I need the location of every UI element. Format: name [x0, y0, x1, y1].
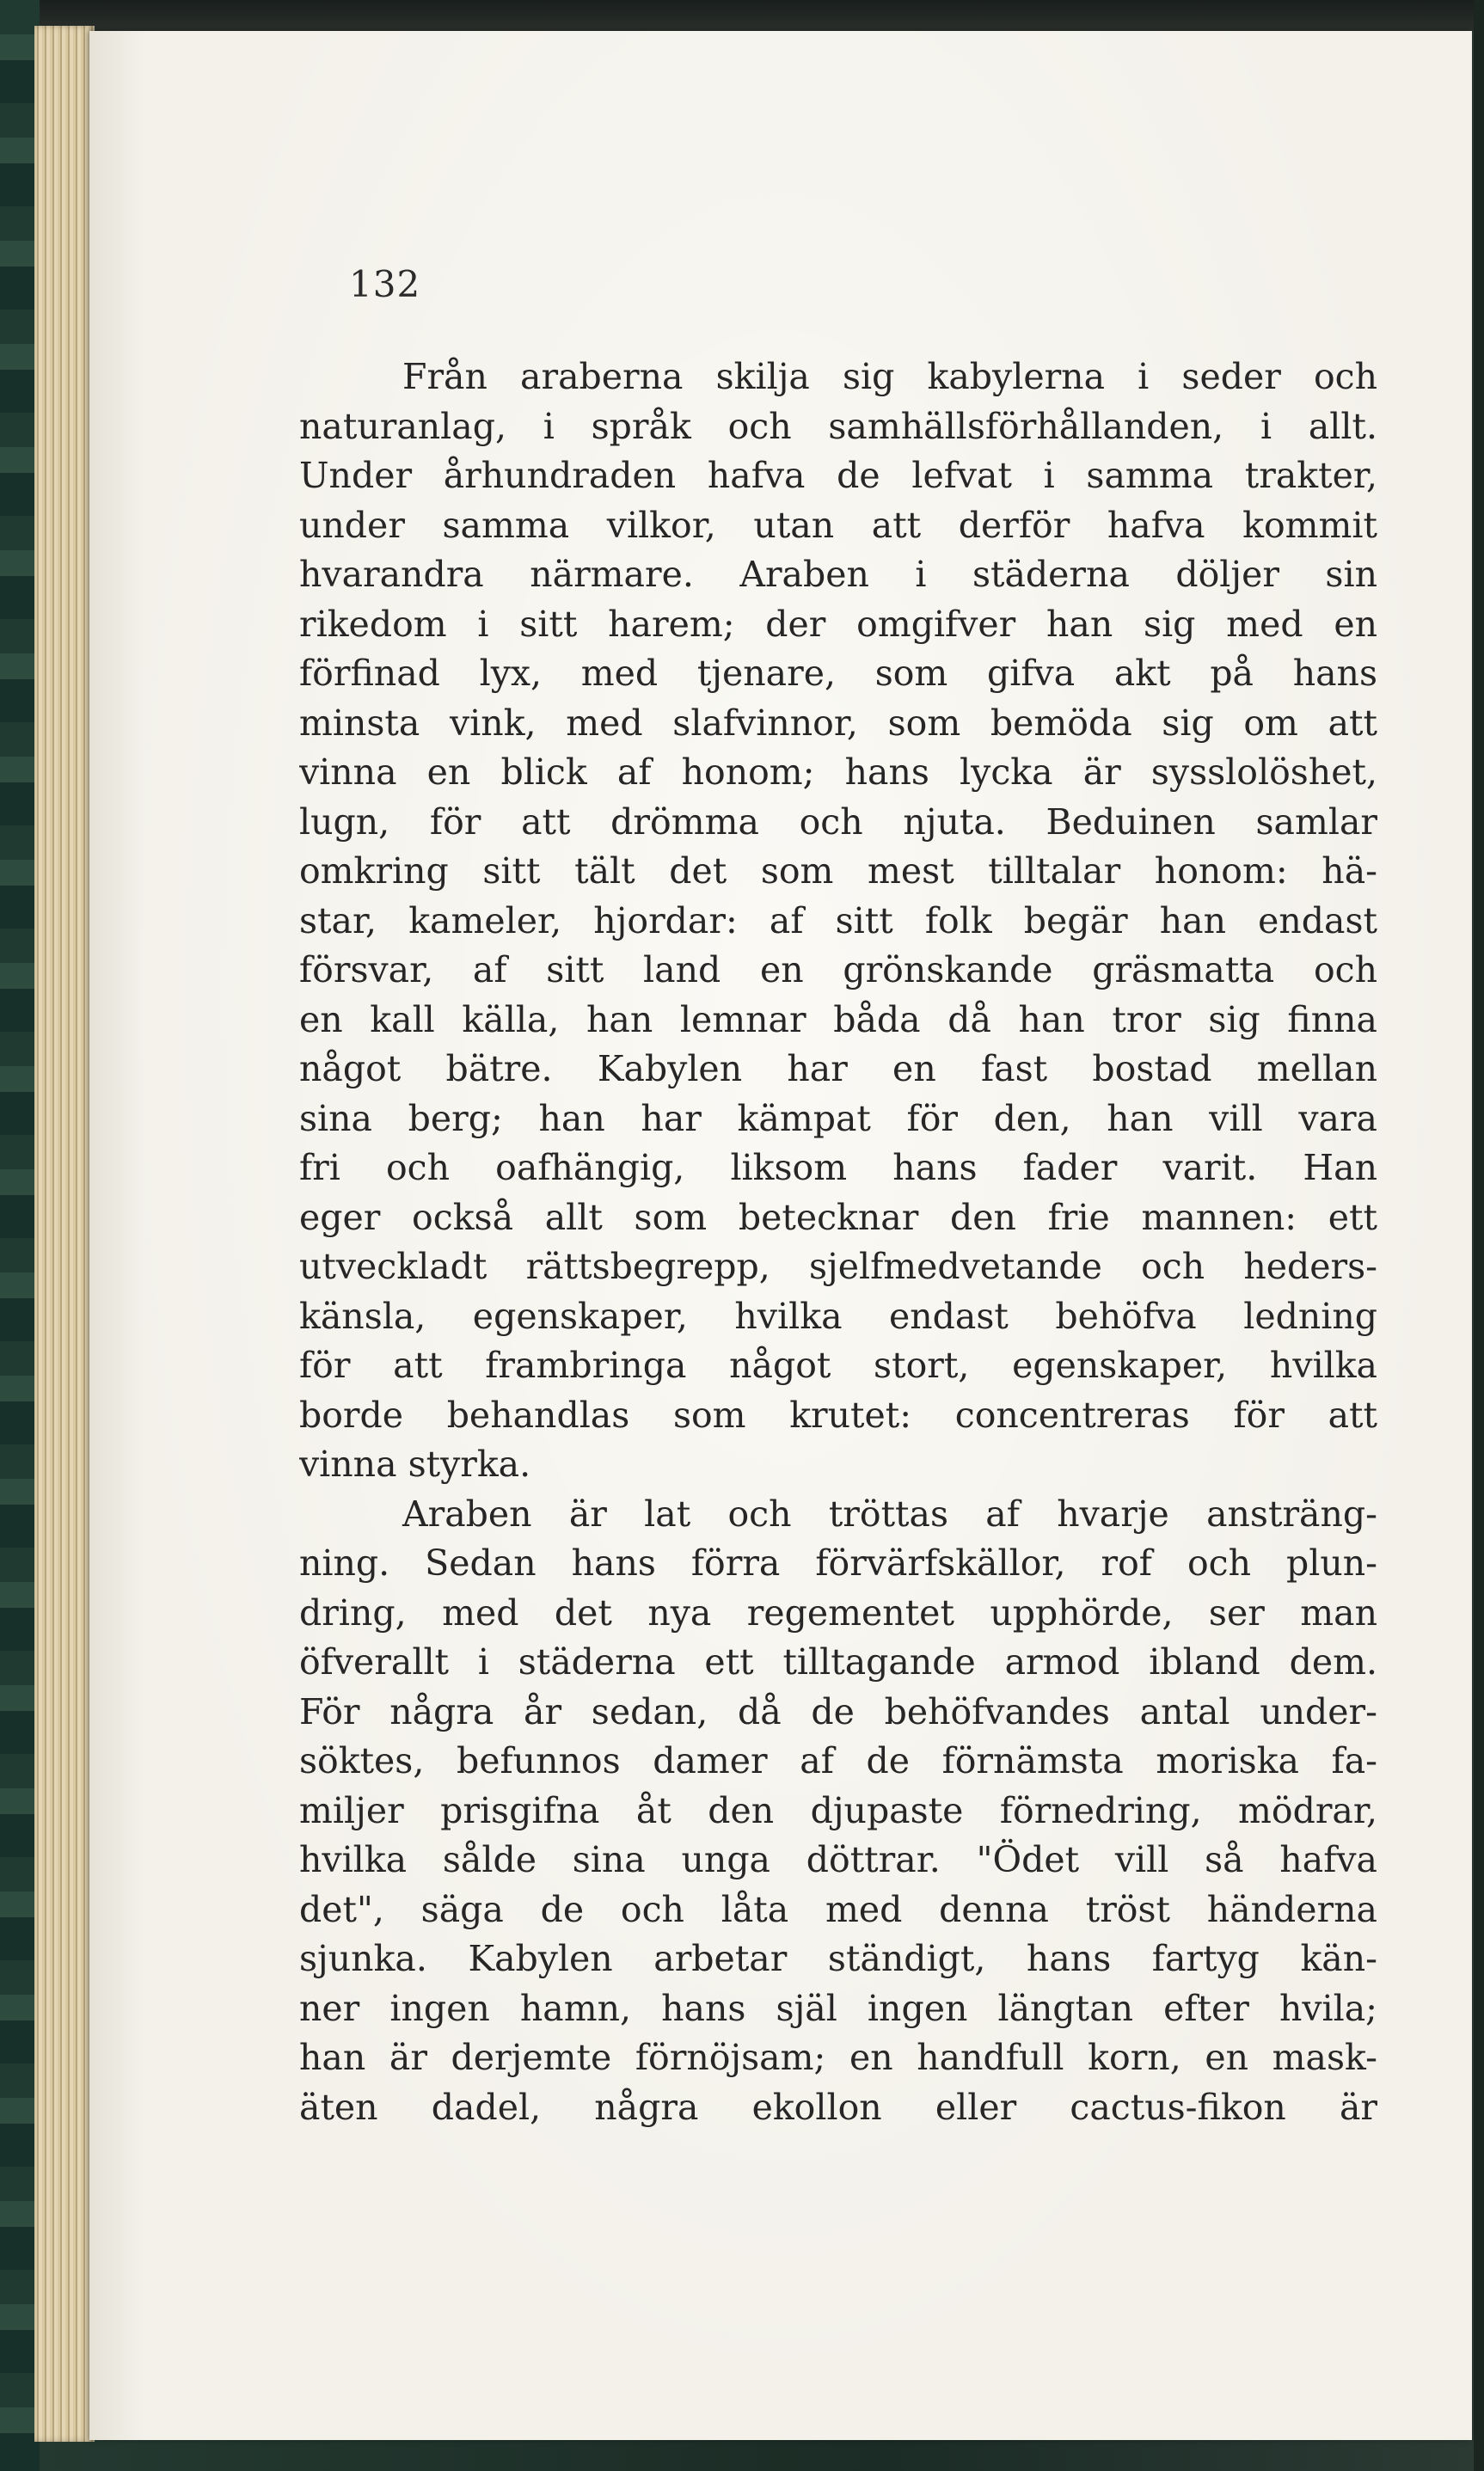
text-line: äten dadel, några ekollon eller cactus-fikon är — [299, 2086, 1377, 2128]
text-line: ner ingen hamn, hans själ ingen längtan efter hvila; — [299, 1987, 1377, 2029]
body-text — [299, 353, 1377, 2132]
text-line: Araben är lat och tröttas af hvarje ansträng- — [402, 1493, 1377, 1535]
text-line: öfverallt i städerna ett tilltagande armod ibland dem. — [299, 1641, 1377, 1683]
scan-right-edge — [1474, 0, 1484, 2471]
text-line: under samma vilkor, utan att derför hafva kommit — [299, 504, 1377, 546]
text-line: förfinad lyx, med tjenare, som gifva akt på hans — [299, 653, 1377, 694]
text-line: något bätre. Kabylen har en fast bostad mellan — [299, 1048, 1377, 1089]
text-line: borde behandlas som krutet: concentreras för att — [299, 1394, 1377, 1436]
text-line: för att frambringa något stort, egenskaper, hvilka — [299, 1345, 1377, 1386]
text-line: vinna styrka. — [299, 1444, 531, 1485]
text-line: fri och oafhängig, liksom hans fader varit. Han — [299, 1147, 1377, 1188]
text-line: Under århundraden hafva de lefvat i samma trakter, — [299, 455, 1377, 496]
text-line: miljer prisgifna åt den djupaste förnedring, mödrar, — [299, 1789, 1377, 1831]
text-line: sina berg; han har kämpat för den, han vill vara — [299, 1097, 1377, 1139]
text-line: hvarandra närmare. Araben i städerna döljer sin — [299, 554, 1377, 595]
text-line: dring, med det nya regementet upphörde, ser man — [299, 1591, 1377, 1634]
text-line: söktes, befunnos damer af de förnämsta moriska fa- — [299, 1740, 1377, 1781]
page-edges — [34, 26, 95, 2442]
text-line: Från araberna skilja sig kabylerna i seder och — [402, 356, 1377, 397]
text-line: ning. Sedan hans förra förvärfskällor, rof och plun- — [299, 1542, 1377, 1584]
text-line: hvilka sålde sina unga döttrar. "Ödet vill så hafva — [299, 1839, 1377, 1880]
text-line: star, kameler, hjordar: af sitt folk begär han endast — [299, 899, 1377, 941]
text-line: rikedom i sitt harem; der omgifver han sig med en — [299, 603, 1377, 645]
text-line: han är derjemte förnöjsam; en handfull korn, en mask- — [299, 2037, 1377, 2078]
text-line: en kall källa, han lemnar båda då han tror sig finna — [299, 998, 1377, 1040]
text-line: utveckladt rättsbegrepp, sjelfmedvetande och heders- — [299, 1246, 1377, 1287]
text-line: naturanlag, i språk och samhällsförhållanden, i allt. — [299, 405, 1377, 447]
text-line: försvar, af sitt land en grönskande gräsmatta och — [299, 949, 1377, 990]
text-line: omkring sitt tält det som mest tilltalar honom: hä- — [299, 850, 1377, 892]
text-line: För några år sedan, då de behöfvandes antal under- — [299, 1690, 1377, 1732]
text-line: minsta vink, med slafvinnor, som bemöda sig om att — [299, 702, 1377, 744]
page-number: 132 — [349, 263, 421, 305]
text-line: vinna en blick af honom; hans lycka är sysslolöshet, — [299, 751, 1377, 793]
text-line: känsla, egenskaper, hvilka endast behöfva ledning — [299, 1295, 1377, 1337]
text-line: lugn, för att drömma och njuta. Beduinen samlar — [299, 800, 1377, 843]
scan-top-edge — [0, 0, 1484, 31]
text-line: sjunka. Kabylen arbetar ständigt, hans fartyg kän- — [299, 1938, 1377, 1979]
text-line: det", säga de och låta med denna tröst händerna — [299, 1888, 1377, 1930]
text-line: eger också allt som betecknar den frie mannen: ett — [299, 1196, 1377, 1238]
